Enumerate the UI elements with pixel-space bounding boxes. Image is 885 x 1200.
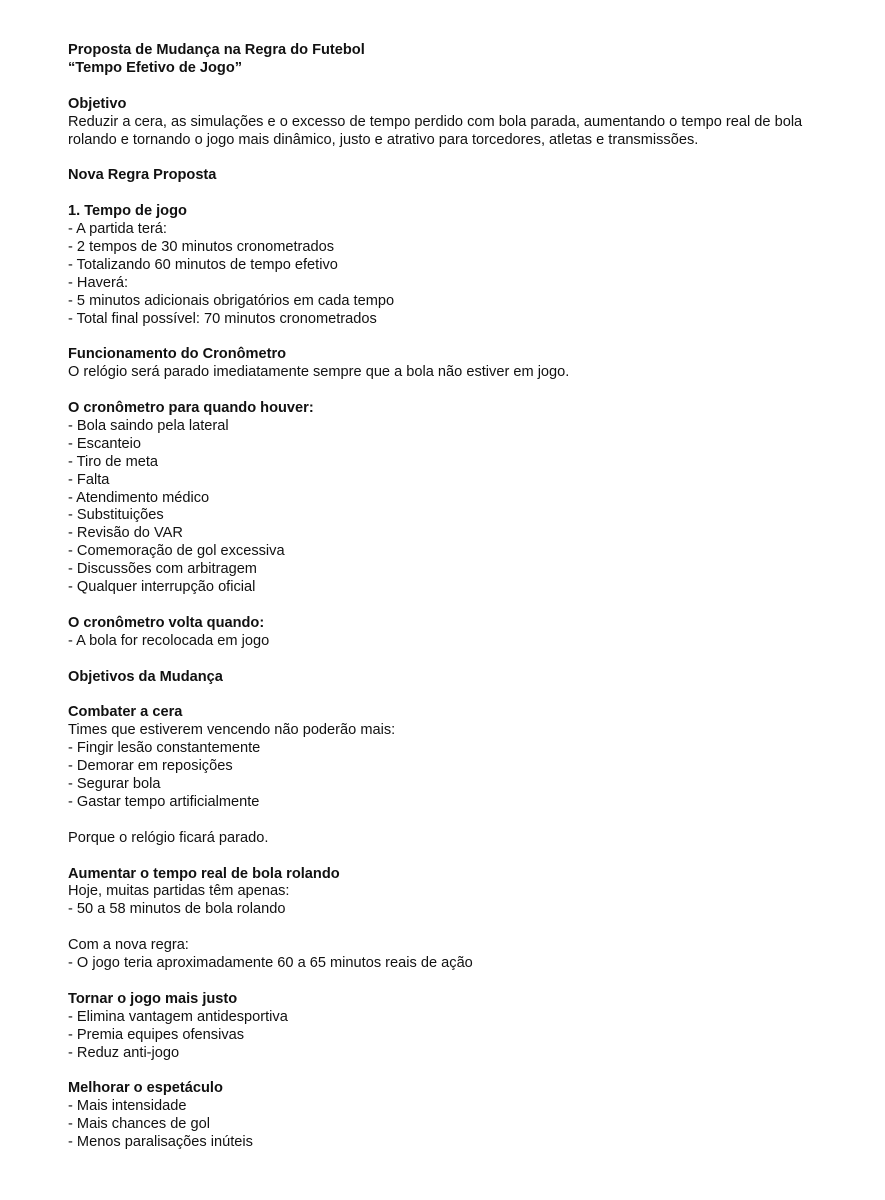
section-funcionamento bbox=[68, 346, 848, 382]
list-item: - Falta bbox=[68, 471, 110, 488]
list-item: - Atendimento médico bbox=[68, 489, 210, 506]
spacer bbox=[68, 651, 848, 669]
section-heading: 1. Tempo de jogo bbox=[68, 203, 187, 220]
section-heading: Tornar o jogo mais justo bbox=[68, 990, 238, 1007]
list-item: - Total final possível: 70 minutos cronometrados bbox=[68, 310, 377, 327]
spacer bbox=[68, 78, 848, 96]
list-item: - Reduz anti-jogo bbox=[68, 1044, 180, 1061]
spacer bbox=[68, 812, 848, 830]
section-aumentar-tempo bbox=[68, 866, 848, 973]
section-heading: Combater a cera bbox=[68, 704, 183, 721]
list-item: - Premia equipes ofensivas bbox=[68, 1026, 245, 1043]
spacer bbox=[68, 597, 848, 615]
list-item: - Menos paralisações inúteis bbox=[68, 1134, 253, 1151]
paragraph-line: Hoje, muitas partidas têm apenas: bbox=[68, 883, 290, 900]
list-item: - Segurar bola bbox=[68, 776, 161, 793]
section-heading-nova-regra: Nova Regra Proposta bbox=[68, 167, 217, 184]
section-heading: O cronômetro para quando houver: bbox=[68, 400, 314, 417]
spacer bbox=[68, 687, 848, 705]
list-item: - Haverá: bbox=[68, 274, 129, 291]
list-item: - Gastar tempo artificialmente bbox=[68, 793, 260, 810]
list-item: - Qualquer interrupção oficial bbox=[68, 579, 256, 596]
list-item: - Substituições bbox=[68, 507, 164, 524]
section-heading: Funcionamento do Cronômetro bbox=[68, 346, 287, 363]
section-objetivo bbox=[68, 96, 848, 150]
paragraph-line: Reduzir a cera, as simulações e o excesso de tempo perdido com bola parada, aumentando o tempo real de bola bbox=[68, 113, 803, 130]
section-heading: Objetivo bbox=[68, 95, 127, 112]
paragraph-line: rolando e tornando o jogo mais dinâmico, justo e atrativo para torcedores, atletas e transmissões. bbox=[68, 131, 699, 148]
list-item: - 2 tempos de 30 minutos cronometrados bbox=[68, 238, 335, 255]
section-heading-objetivos-mudanca: Objetivos da Mudança bbox=[68, 668, 223, 685]
list-item: - Demorar em reposições bbox=[68, 758, 233, 775]
list-item: - O jogo teria aproximadamente 60 a 65 minutos reais de ação bbox=[68, 955, 473, 972]
paragraph-line: O relógio será parado imediatamente sempre que a bola não estiver em jogo. bbox=[68, 364, 570, 381]
list-item: - Comemoração de gol excessiva bbox=[68, 543, 285, 560]
document-subtitle: “Tempo Efetivo de Jogo” bbox=[68, 59, 243, 76]
spacer bbox=[68, 382, 848, 400]
spacer bbox=[68, 185, 848, 203]
spacer bbox=[68, 1062, 848, 1080]
list-item: - Escanteio bbox=[68, 435, 142, 452]
spacer bbox=[68, 328, 848, 346]
list-item: - 50 a 58 minutos de bola rolando bbox=[68, 901, 286, 918]
list-item: - Revisão do VAR bbox=[68, 525, 183, 542]
list-item: - Discussões com arbitragem bbox=[68, 561, 257, 578]
spacer bbox=[68, 848, 848, 866]
section-cronometro-volta bbox=[68, 615, 848, 651]
list-item: - Bola saindo pela lateral bbox=[68, 417, 229, 434]
list-item: - Tiro de meta bbox=[68, 453, 159, 470]
document-title: Proposta de Mudança na Regra do Futebol bbox=[68, 42, 365, 58]
section-cronometro-para bbox=[68, 400, 848, 597]
section-melhorar-espetaculo bbox=[68, 1080, 848, 1152]
list-item: - A bola for recolocada em jogo bbox=[68, 632, 270, 649]
paragraph-line: Times que estiverem vencendo não poderão mais: bbox=[68, 722, 396, 739]
section-heading: O cronômetro volta quando: bbox=[68, 614, 265, 631]
list-item: - Fingir lesão constantemente bbox=[68, 740, 261, 757]
list-item: - 5 minutos adicionais obrigatórios em cada tempo bbox=[68, 292, 395, 309]
paragraph-line: Com a nova regra: bbox=[68, 937, 189, 954]
section-heading: Aumentar o tempo real de bola rolando bbox=[68, 865, 340, 882]
section-tornar-justo bbox=[68, 991, 848, 1063]
list-item: - Mais intensidade bbox=[68, 1098, 187, 1115]
section-tempo-de-jogo bbox=[68, 203, 848, 328]
list-item: - Totalizando 60 minutos de tempo efetivo bbox=[68, 256, 338, 273]
section-combater-cera bbox=[68, 704, 848, 847]
spacer bbox=[68, 919, 848, 937]
document-body bbox=[68, 42, 848, 1152]
list-item: - A partida terá: bbox=[68, 221, 167, 238]
spacer bbox=[68, 149, 848, 167]
section-heading: Melhorar o espetáculo bbox=[68, 1080, 223, 1097]
list-item: - Mais chances de gol bbox=[68, 1116, 210, 1133]
paragraph-line: Porque o relógio ficará parado. bbox=[68, 829, 269, 846]
list-item: - Elimina vantagem antidesportiva bbox=[68, 1008, 288, 1025]
spacer bbox=[68, 973, 848, 991]
